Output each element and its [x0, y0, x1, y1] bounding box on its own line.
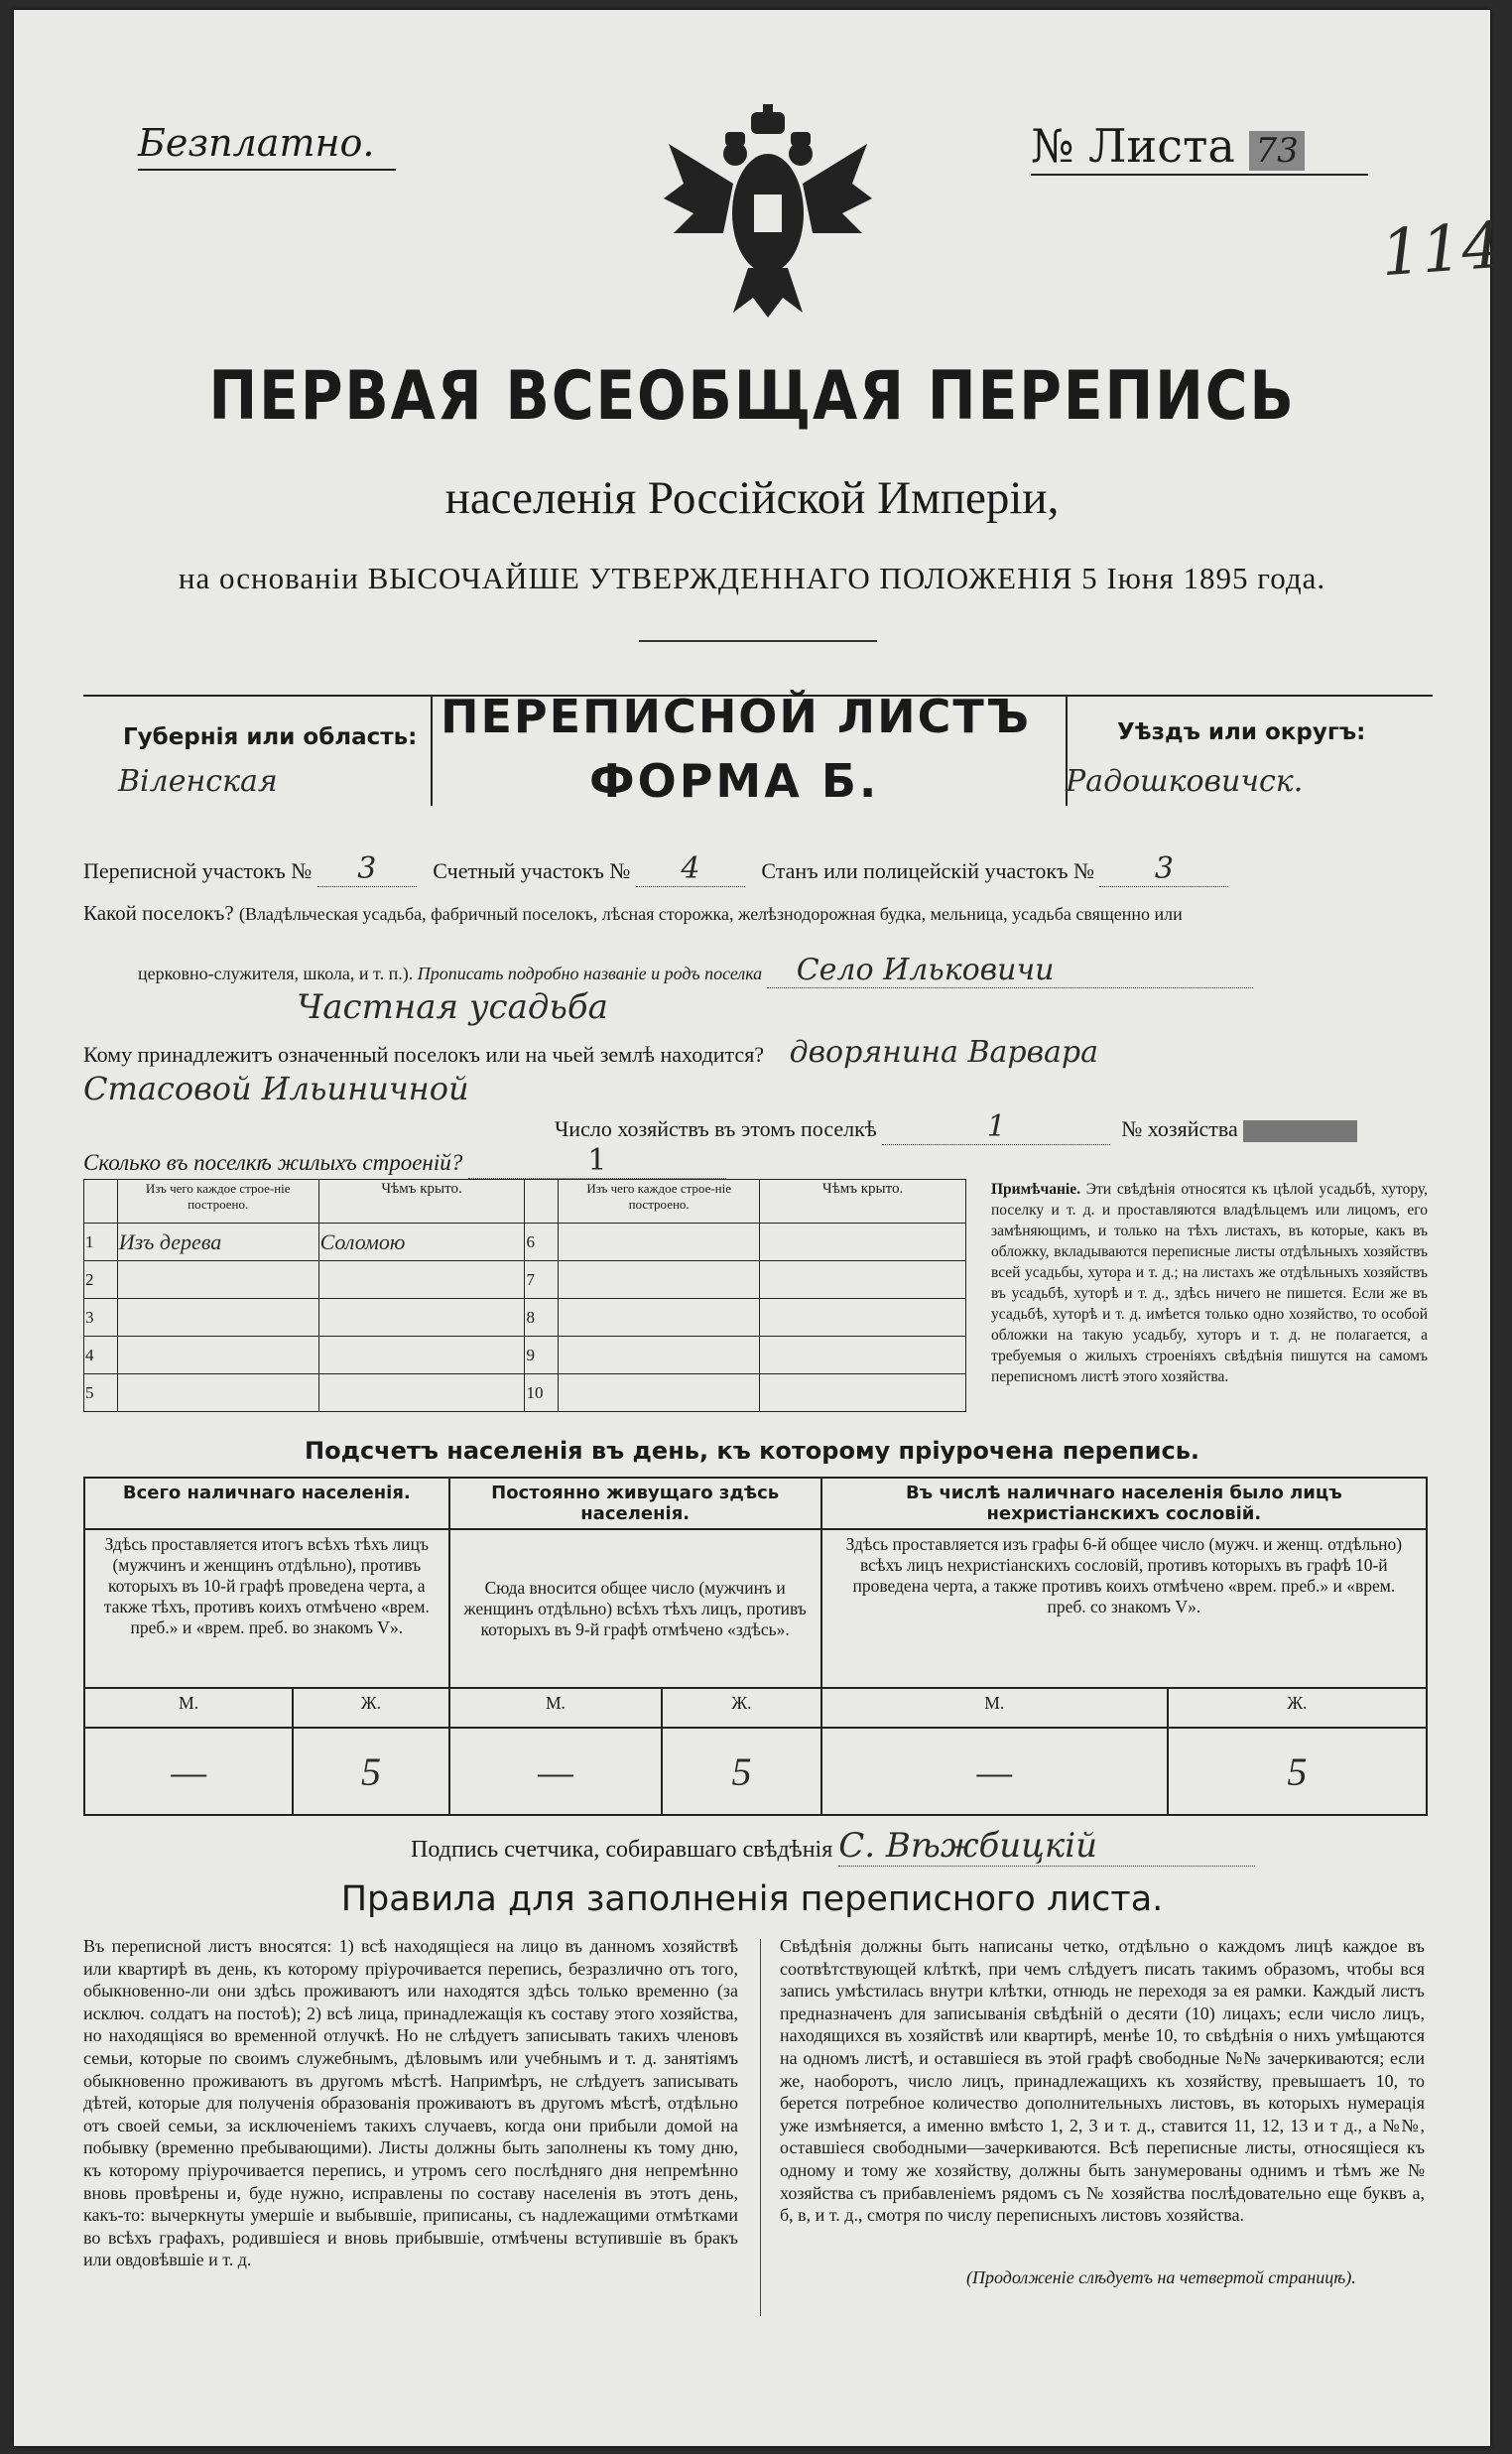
- roof-cell: [760, 1337, 966, 1374]
- permanent-m-value: —: [449, 1728, 663, 1815]
- roof-cell: [760, 1261, 966, 1299]
- uezd-value: Радошковичск.: [1066, 764, 1304, 799]
- row-number: 9: [525, 1337, 559, 1374]
- count-col-nonchristian-desc: Здѣсь проставляется изъ графы 6-й общее число (мужч. и женщ. отдѣльно) всѣхъ лицъ нехристіанскихъ сословій, противъ которыхъ въ графѣ 10-й проведена черта, а также противъ коихъ отмѣчено «врем. преб.» и «врем. преб. со знакомъ V».: [821, 1529, 1427, 1688]
- nonchristian-f-value: 5: [1168, 1728, 1427, 1815]
- col-roof-header: Чѣмъ крыто.: [318, 1180, 525, 1224]
- free-label: Безплатно.: [138, 121, 375, 165]
- corner-handwritten-number: 114: [1378, 208, 1505, 292]
- row-number: 7: [525, 1261, 559, 1299]
- gubernia-value: Віленская: [118, 764, 278, 799]
- signature-label: Подпись счетчика, собиравшаго свѣдѣнія: [411, 1837, 833, 1863]
- row-number: 8: [525, 1299, 559, 1337]
- table-row: [84, 1261, 966, 1299]
- stan-value: 3: [1099, 851, 1228, 887]
- row-number: 6: [525, 1224, 559, 1261]
- row-number: 4: [84, 1337, 118, 1374]
- permanent-f-value: 5: [662, 1728, 821, 1815]
- sheet-number-underline: [1031, 174, 1368, 176]
- nonchristian-m-value: —: [821, 1728, 1168, 1815]
- count-col-nonchristian-header: Въ числѣ наличнаго населенія было лицъ нехристіанскихъ сословій.: [821, 1478, 1427, 1529]
- material-cell: [117, 1299, 318, 1337]
- col-roof-header-2: Чѣмъ крыто.: [760, 1180, 966, 1224]
- households-value: 1: [882, 1109, 1110, 1145]
- total-f-value: 5: [293, 1728, 448, 1815]
- owner-value-2: Стасовой Ильиничной: [83, 1070, 469, 1107]
- material-cell: [117, 1337, 318, 1374]
- material-cell: [559, 1261, 760, 1299]
- roof-cell: [318, 1337, 525, 1374]
- double-headed-eagle-emblem: [664, 104, 872, 323]
- table-row: [84, 1337, 966, 1374]
- total-m-value: —: [84, 1728, 293, 1815]
- material-cell: Изъ дерева: [117, 1224, 318, 1261]
- m-label: М.: [821, 1688, 1168, 1728]
- row-number: 2: [84, 1261, 118, 1299]
- owner-question: Кому принадлежитъ означенный поселокъ или на чьей землѣ находится?: [83, 1042, 765, 1067]
- roof-cell: [760, 1299, 966, 1337]
- free-underline: [138, 169, 396, 171]
- settlement-instruction: Прописать подробно названіе и родъ поселка: [417, 964, 763, 983]
- table-row: [84, 1374, 966, 1412]
- row-number: 1: [84, 1224, 118, 1261]
- settlement-value-2: Частная усадьба: [297, 987, 608, 1027]
- owner-value-1: дворянина Варвара: [789, 1035, 1099, 1070]
- district-row: [83, 851, 1228, 887]
- buildings-value: 1: [468, 1143, 726, 1179]
- owner-row: [83, 1035, 1098, 1070]
- note-label: Примѣчаніе.: [991, 1181, 1080, 1198]
- settlement-row-2: [138, 953, 1253, 988]
- settlement-value-1: Село Ильковичи: [767, 953, 1253, 988]
- f-label: Ж.: [662, 1688, 821, 1728]
- m-label: М.: [449, 1688, 663, 1728]
- subtitle: населенія Россійской Имперіи,: [444, 472, 1060, 524]
- count-col-permanent-desc: Сюда вносится общее число (мужчинъ и женщинъ отдѣльно) всѣхъ тѣхъ лицъ, противъ которыхъ въ 9-й графѣ отмѣчено «здѣсь».: [449, 1529, 821, 1688]
- uezd-label: Уѣздъ или округъ:: [1117, 719, 1366, 745]
- row-number: 5: [84, 1374, 118, 1412]
- roof-cell: [760, 1374, 966, 1412]
- population-count-table: [83, 1477, 1428, 1816]
- count-col-permanent-header: Постоянно живущаго здѣсь населенія.: [449, 1478, 821, 1529]
- settlement-row: [83, 901, 1433, 926]
- count-title: Подсчетъ населенія въ день, къ которому пріурочена перепись.: [305, 1437, 1199, 1465]
- rules-title: Правила для заполненія переписного листа.: [340, 1879, 1164, 1919]
- subtitle-decree: на основаніи ВЫСОЧАЙШЕ УТВЕРЖДЕННАГО ПОЛОЖЕНІЯ 5 Іюня 1895 года.: [178, 561, 1326, 595]
- buildings-table: [83, 1179, 966, 1412]
- buildings-row: [83, 1143, 726, 1179]
- settlement-hint-2: церковно-служителя, школа, и т. п.).: [138, 964, 414, 983]
- census-sheet: [14, 10, 1505, 2446]
- f-label: Ж.: [293, 1688, 448, 1728]
- table-row: [84, 1224, 966, 1261]
- col-material-header-2: Изъ чего каждое строе-ніе построено.: [559, 1180, 760, 1224]
- census-district-label: Переписной участокъ №: [83, 858, 313, 883]
- form-heading: ПЕРЕПИСНОЙ ЛИСТЪ: [441, 690, 1031, 743]
- counting-district-value: 4: [636, 851, 745, 887]
- f-label: Ж.: [1168, 1688, 1427, 1728]
- count-col-total-header: Всего наличнаго населенія.: [84, 1478, 449, 1529]
- sheet-number-label: № Листа: [1031, 119, 1235, 173]
- rules-divider: [760, 1939, 761, 2316]
- roof-cell: Соломою: [318, 1224, 525, 1261]
- counting-district-label: Счетный участокъ №: [433, 858, 631, 883]
- buildings-question: Сколько въ поселкѣ жилыхъ строеній?: [83, 1150, 463, 1175]
- material-cell: [559, 1374, 760, 1412]
- row-number: 10: [525, 1374, 559, 1412]
- rules-left-column: Въ переписной листъ вносятся: 1) всѣ находящіеся на лицо въ данномъ хозяйствѣ или квартирѣ въ день, къ которому пріурочивается перепись, безразлично отъ того, обыкновенно-ли они здѣсь проживаютъ или находятся здѣсь только временно (за исключ. солдатъ на постоѣ); 2) всѣ лица, принадлежащія къ составу этого хозяйства, но находящіяся во временной отлучкѣ. Но не слѣдуетъ записывать такихъ членовъ семьи, которые по своимъ служебнымъ, дѣловымъ или учебнымъ и т. д. занятіямъ обыкновенно проживаютъ въ другомъ мѣстѣ. Напримѣръ, не слѣдуетъ записывать дѣтей, которые для полученія образованія проживаютъ въ другомъ мѣстѣ, отдѣльно отъ своей семьи, за исключеніемъ такихъ случаевъ, когда они прибыли домой на побывку (временно пребывающими). Листы должны быть заполнены къ тому дню, къ которому пріурочивается перепись, и утромъ сего послѣдняго дня непремѣнно вновь провѣрены и, буде нужно, исправлены по составу населенія въ этотъ день, какъ-то: вычеркнуты умершіе и выбывшіе, приписаны, съ надлежащими отмѣтками во всѣхъ графахъ, родившіеся и вновь прибывшіе, отмѣчены вступившіе въ бракъ или овдовѣвшіе и т. д.: [83, 1936, 738, 2270]
- roof-cell: [760, 1224, 966, 1261]
- form-type: ФОРМА Б.: [589, 754, 880, 808]
- stan-label: Станъ или полицейскій участокъ №: [761, 858, 1094, 883]
- divider-left: [431, 697, 433, 806]
- m-label: М.: [84, 1688, 293, 1728]
- roof-cell: [318, 1374, 525, 1412]
- table-row: [84, 1299, 966, 1337]
- material-cell: [117, 1261, 318, 1299]
- page-title: ПЕРВАЯ ВСЕОБЩАЯ ПЕРЕПИСЬ: [208, 357, 1296, 436]
- roof-cell: [318, 1261, 525, 1299]
- rules-continued: (Продолженіе слѣдуетъ на четвертой страницѣ).: [966, 2267, 1356, 2287]
- buildings-note: [991, 1179, 1428, 1387]
- material-cell: [559, 1224, 760, 1261]
- roof-cell: [318, 1299, 525, 1337]
- material-cell: [559, 1299, 760, 1337]
- household-no-redacted: [1243, 1120, 1357, 1142]
- col-material-header: Изъ чего каждое строе-ніе построено.: [117, 1180, 318, 1224]
- title-divider: [639, 640, 877, 642]
- households-row: [555, 1109, 1357, 1145]
- material-cell: [559, 1337, 760, 1374]
- count-col-total-desc: Здѣсь проставляется итогъ всѣхъ тѣхъ лицъ (мужчинъ и женщинъ отдѣльно), противъ которыхъ въ 10-й графѣ проведена черта, а также тѣхъ, противъ коихъ отмѣчено «врем. преб.» и «врем. преб. во знакомъ V».: [84, 1529, 449, 1688]
- signature-row: [411, 1826, 1255, 1867]
- gubernia-label: Губернія или область:: [123, 724, 418, 750]
- material-cell: [117, 1374, 318, 1412]
- household-no-label: № хозяйства: [1121, 1116, 1238, 1141]
- households-label: Число хозяйствъ въ этомъ поселкѣ: [555, 1116, 877, 1141]
- settlement-question: Какой поселокъ?: [83, 901, 234, 925]
- row-number: 3: [84, 1299, 118, 1337]
- sheet-number-value: 73: [1249, 131, 1304, 171]
- note-text: Эти свѣдѣнія относятся къ цѣлой усадьбѣ, хутору, поселку и т. д. и проставляются владѣльцемъ или лицомъ, его замѣняющимъ, и только на тѣхъ листахъ, въ которые, какъ въ обложку, вкладываются переписные листы отдѣльныхъ хозяйствъ всей усадьбы, хутора и т. д.; на листахъ же отдѣльныхъ хозяйствъ въ усадьбѣ, хуторѣ и т. д., здѣсь ничего не пишется. Если же въ усадьбѣ, хуторѣ и т. д. имѣется только одно хозяйство, то особой обложки на такую усадьбу, хуторъ и т. д. не полагается, а требуемыя о жилыхъ строеніяхъ свѣдѣнія пишутся на самомъ переписномъ листѣ этого хозяйства.: [991, 1181, 1428, 1385]
- signature-value: С. Вѣжбицкій: [838, 1826, 1255, 1867]
- sheet-number: [1031, 119, 1305, 173]
- census-district-value: 3: [317, 851, 417, 887]
- settlement-hint: (Владѣльческая усадьба, фабричный поселокъ, лѣсная сторожка, желѣзнодорожная будка, мельница, усадьба священно или: [238, 904, 1183, 924]
- rules-right-column: Свѣдѣнія должны быть написаны четко, отдѣльно о каждомъ лицѣ каждое въ соотвѣтствующей клѣткѣ, при чемъ слѣдуетъ писать такимъ образомъ, чтобы вся запись умѣстилась внутри клѣтки, отнюдь не переходя за ея рамки. Каждый листъ предназначенъ для записыванія свѣдѣній о десяти (10) лицахъ; если число лицъ, находящихся въ хозяйствѣ или квартирѣ, менѣе 10, то свѣдѣнія о нихъ умѣщаются на одномъ листѣ, и оставшіеся въ этой графѣ свободные №№ зачеркиваются; если же, наоборотъ, число лицъ, принадлежащихъ къ хозяйству, превышаетъ 10, то берется потребное количество дополнительныхъ листовъ, въ которыхъ нумерація уже измѣняется, а именно вмѣсто 1, 2, 3 и т. д., ставится 11, 12, 13 и т д., а №№, оставшіеся свободными—зачеркиваются. Всѣ переписные листы, относящіеся къ одному и тому же хозяйству, должны быть занумерованы однимъ и тѣмъ же № хозяйства съ прибавленіемъ рядомъ съ № хозяйства послѣдовательно еще буквъ а, б, в, и т. д., смотря по числу переписныхъ листовъ хозяйства.: [780, 1936, 1425, 2226]
